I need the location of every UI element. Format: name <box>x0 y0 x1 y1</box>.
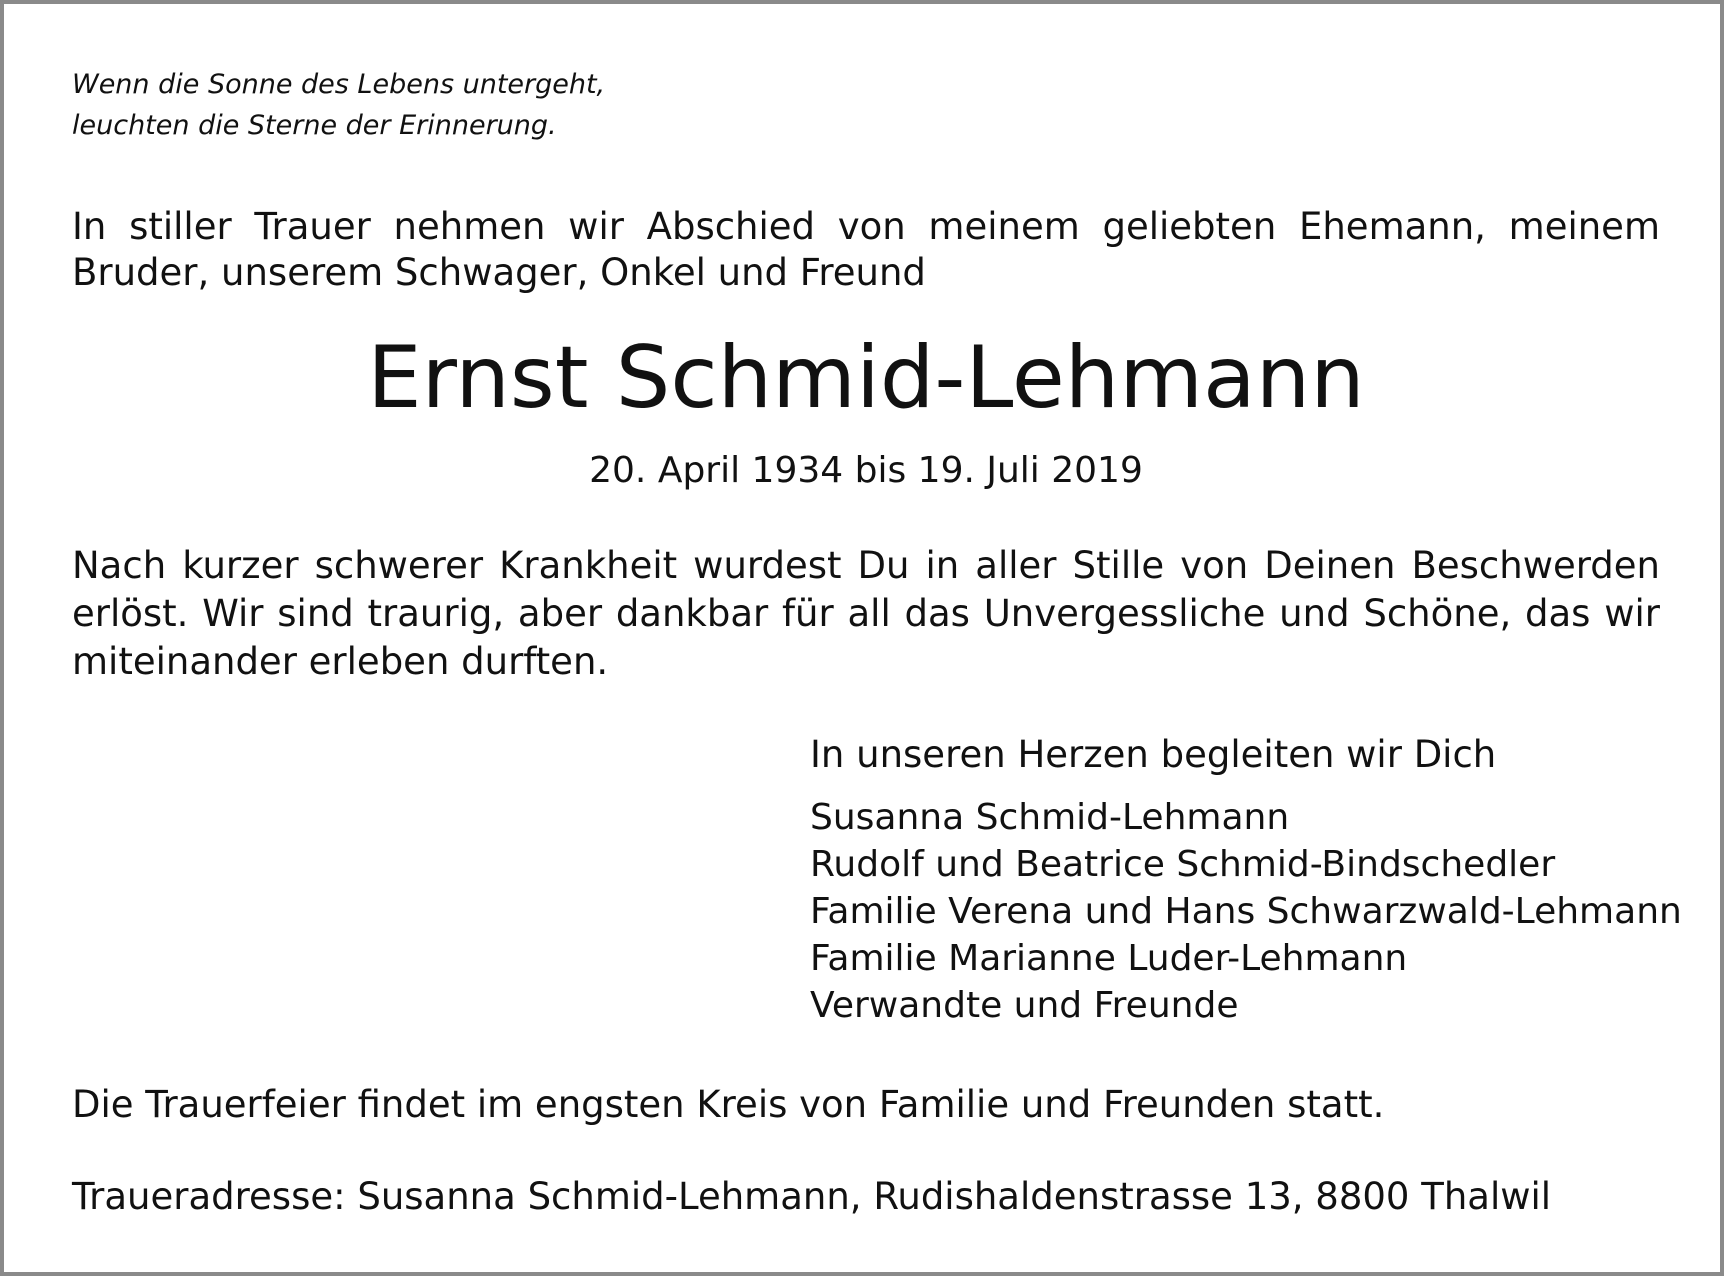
signoff-line: In unseren Herzen begleiten wir Dich <box>810 733 1497 776</box>
mourners-list <box>810 794 1682 1029</box>
mourner-item: Rudolf und Beatrice Schmid-Bindschedler <box>810 844 1556 885</box>
mourner-item: Familie Marianne Luder-Lehmann <box>810 938 1408 979</box>
life-dates: 20. April 1934 bis 19. Juli 2019 <box>589 450 1143 491</box>
message-paragraph: Nach kurzer schwerer Krankheit wurdest Du in aller Stille von Deinen Beschwerden erlöst. Wir sind traurig, aber dankbar für all das Unvergessliche und Schöne, das wir miteinander erleben durften. <box>72 544 1660 683</box>
intro-paragraph: In stiller Trauer nehmen wir Abschied von meinem geliebten Ehemann, meinem Bruder, unserem Schwager, Onkel und Freund <box>72 205 1660 294</box>
deceased-name: Ernst Schmid-Lehmann <box>367 328 1365 428</box>
mourner-item: Susanna Schmid-Lehmann <box>810 797 1290 838</box>
motto-quote <box>72 64 605 146</box>
motto-line: Wenn die Sonne des Lebens untergeht, <box>72 69 606 100</box>
ceremony-note: Die Trauerfeier findet im engsten Kreis von Familie und Freunden statt. <box>72 1083 1385 1126</box>
mourner-item: Familie Verena und Hans Schwarzwald-Lehmann <box>810 891 1682 932</box>
mourning-address: Traueradresse: Susanna Schmid-Lehmann, Rudishaldenstrasse 13, 8800 Thalwil <box>72 1175 1552 1218</box>
motto-line: leuchten die Sterne der Erinnerung. <box>72 110 557 141</box>
mourner-item: Verwandte und Freunde <box>810 985 1239 1026</box>
